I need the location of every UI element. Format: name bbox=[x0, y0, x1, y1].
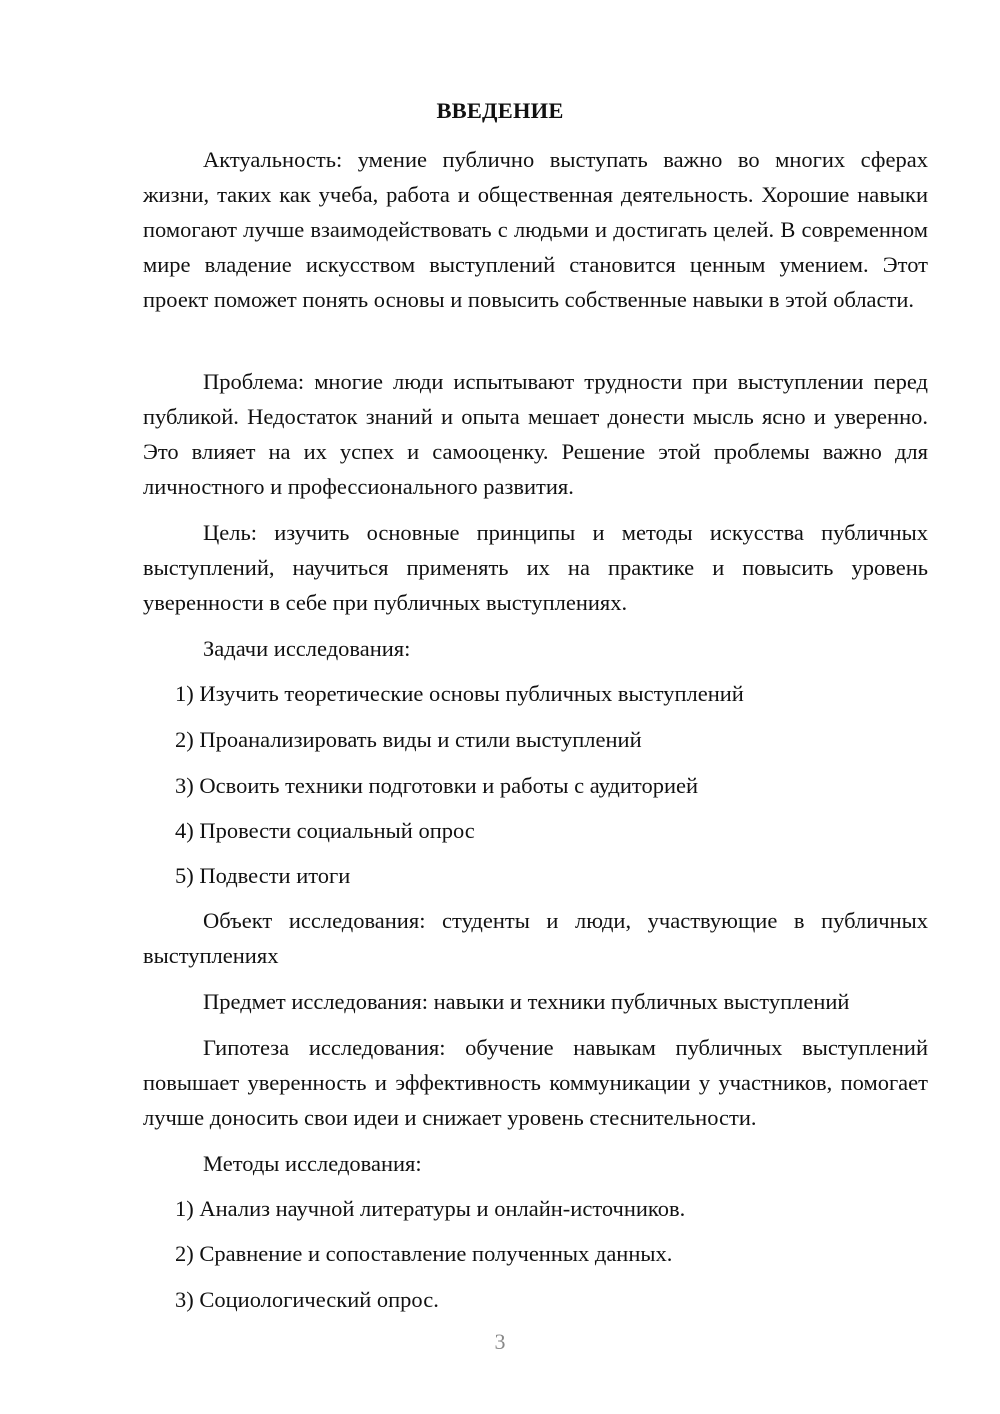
task-item: 3) Освоить техники подготовки и работы с аудиторией bbox=[175, 773, 699, 798]
subject-paragraph: Предмет исследования: навыки и техники публичных выступлений bbox=[203, 989, 850, 1014]
method-item: 3) Социологический опрос. bbox=[175, 1287, 439, 1312]
task-item: 5) Подвести итоги bbox=[175, 863, 351, 888]
goal-paragraph: Цель: изучить основные принципы и методы искусства публичных выступлений, научиться применять их на практике и повысить уровень уверенности в себе при публичных выступлениях. bbox=[143, 520, 928, 615]
problem-paragraph: Проблема: многие люди испытывают трудности при выступлении перед публикой. Недостаток знаний и опыта мешает донести мысль ясно и уверенно. Это влияет на их успех и самооценку. Решение этой проблемы важно для личностного и профессионального развития. bbox=[143, 369, 928, 499]
task-item: 2) Проанализировать виды и стили выступлений bbox=[175, 727, 642, 752]
hypothesis-paragraph: Гипотеза исследования: обучение навыкам публичных выступлений повышает уверенность и эффективность коммуникации у участников, помогает лучше доносить свои идеи и снижает уровень стеснительности. bbox=[143, 1035, 928, 1130]
method-item: 2) Сравнение и сопоставление полученных данных. bbox=[175, 1241, 673, 1266]
task-item: 4) Провести социальный опрос bbox=[175, 818, 475, 843]
page-number: 3 bbox=[494, 1329, 506, 1354]
method-item: 1) Анализ научной литературы и онлайн-источников. bbox=[175, 1196, 686, 1221]
page-heading: ВВЕДЕНИЕ bbox=[436, 98, 564, 123]
tasks-title: Задачи исследования: bbox=[203, 636, 411, 661]
task-item: 1) Изучить теоретические основы публичных выступлений bbox=[175, 681, 744, 706]
object-paragraph: Объект исследования: студенты и люди, участвующие в публичных выступлениях bbox=[143, 908, 928, 968]
relevance-paragraph: Актуальность: умение публично выступать важно во многих сферах жизни, таких как учеба, работа и общественная деятельность. Хорошие навыки помогают лучше взаимодействовать с людьми и достигать целей. В современном мире владение искусством выступлений становится ценным умением. Этот проект поможет понять основы и повысить собственные навыки в этой области. bbox=[143, 147, 928, 312]
methods-title: Методы исследования: bbox=[203, 1151, 422, 1176]
